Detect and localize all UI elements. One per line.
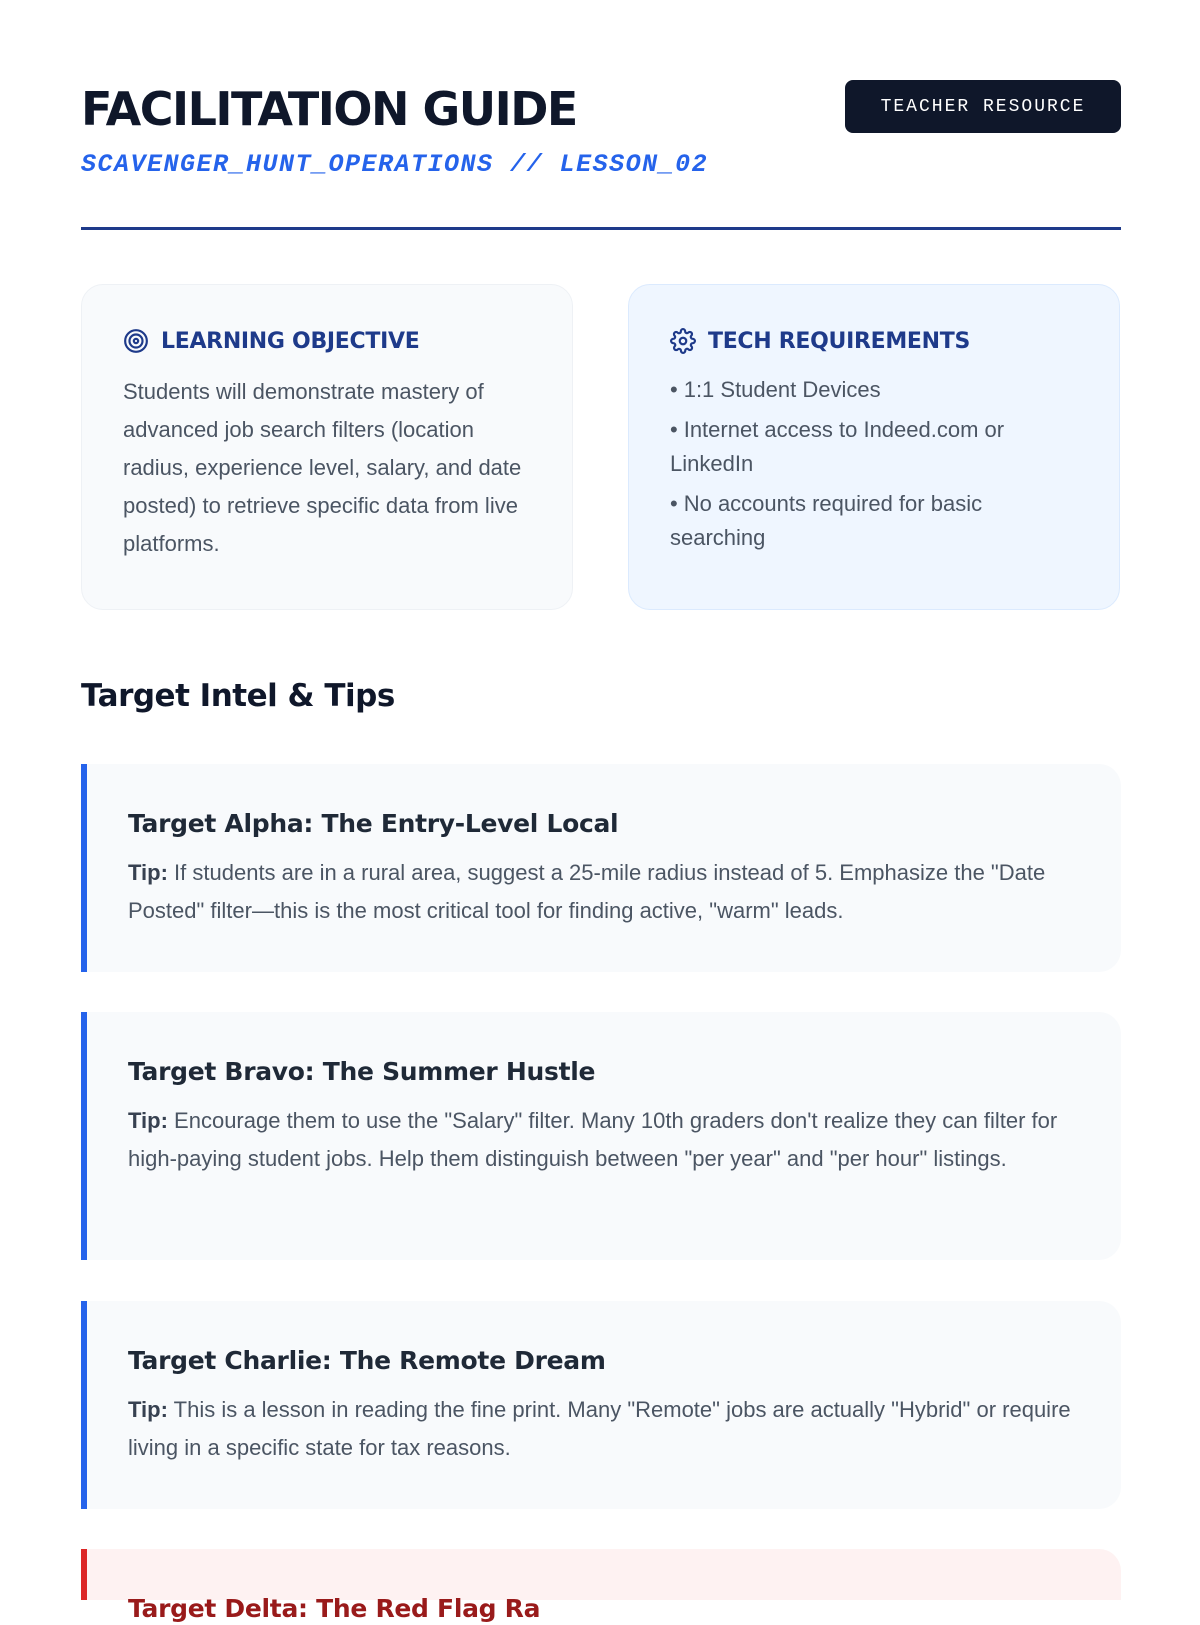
tip-text: This is a lesson in reading the fine print. Many "Remote" jobs are actually "Hybrid" or require living in a specific state for tax reasons. [128,1397,1071,1460]
target-icon [123,328,149,354]
target-tip [128,854,1081,930]
page-title: FACILITATION GUIDE [81,82,577,136]
guide-header [81,80,1121,230]
list-item-text: 1:1 Student Devices [683,377,881,402]
list-item-text: Internet access to Indeed.com or LinkedIn [670,417,1005,476]
list-item: • Internet access to Indeed.com or LinkedIn [670,417,1005,476]
tip-label: Tip: [128,1397,168,1422]
tech-requirements-header [670,325,1079,357]
lesson-subtitle: SCAVENGER_HUNT_OPERATIONS // LESSON_02 [81,150,709,179]
target-tip [128,1102,1081,1178]
learning-objective-panel [81,284,573,610]
target-title: Target Delta: The Red Flag Ra [128,1594,541,1623]
list-item: • No accounts required for basic searching [670,491,983,550]
tech-requirements-panel [628,284,1120,610]
tech-requirements-title: TECH REQUIREMENTS [708,328,971,354]
list-item-text: No accounts required for basic searching [670,491,983,550]
gear-icon [670,328,696,354]
learning-objective-header [123,325,532,357]
tip-text: Encourage them to use the "Salary" filter. Many 10th graders don't realize they can filter for high-paying student jobs. Help them distinguish between "per year" and "per hour" listings. [128,1108,1058,1171]
target-card-charlie [81,1301,1121,1509]
tip-label: Tip: [128,1108,168,1133]
target-card-alpha [81,764,1121,972]
tech-requirements-list [670,373,1079,555]
target-intel-heading: Target Intel & Tips [81,678,395,714]
target-card-delta [81,1549,1121,1623]
target-title: Target Bravo: The Summer Hustle [128,1057,596,1086]
tip-label: Tip: [128,860,168,885]
learning-objective-title: LEARNING OBJECTIVE [161,328,420,354]
target-title: Target Alpha: The Entry-Level Local [128,809,619,838]
teacher-resource-badge: TEACHER RESOURCE [845,80,1121,133]
tip-text: If students are in a rural area, suggest a 25-mile radius instead of 5. Emphasize the "Date Posted" filter—this is the most critical tool for finding active, "warm" leads. [128,860,1046,923]
target-title: Target Charlie: The Remote Dream [128,1346,606,1375]
list-item: • 1:1 Student Devices [670,377,881,402]
header-divider [81,227,1121,230]
learning-objective-text: Students will demonstrate mastery of advanced job search filters (location radius, experience level, salary, and date posted) to retrieve specific data from live platforms. [123,379,522,556]
target-card-bravo [81,1012,1121,1260]
target-tip [128,1391,1081,1467]
